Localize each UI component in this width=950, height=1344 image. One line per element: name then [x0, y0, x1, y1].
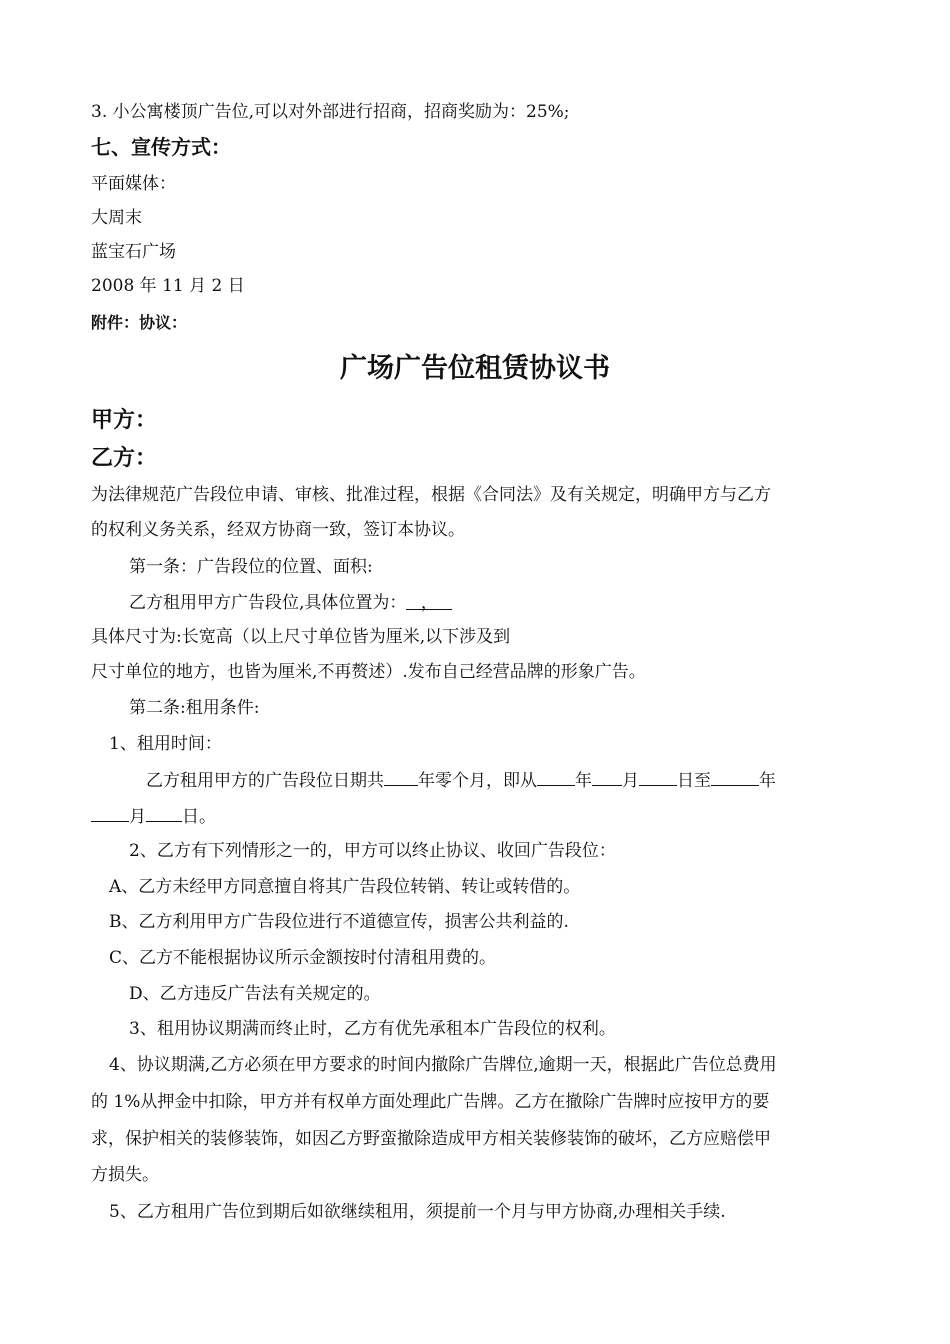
end-day-blank: [146, 804, 182, 822]
condition-d: D、乙方违反广告法有关规定的。: [129, 984, 381, 1004]
start-day-blank: [639, 768, 677, 786]
term-text-1: 乙方租用甲方的广告段位日期共: [146, 771, 384, 791]
start-year-blank: [537, 768, 575, 786]
attachment-label: 附件：协议：: [91, 313, 188, 332]
term-text-8: 日。: [182, 807, 216, 827]
condition-a: A、乙方未经甲方同意擅自将其广告段位转销、转让或转借的。: [109, 877, 581, 897]
agreement-title: 广场广告位租赁协议书: [340, 353, 610, 384]
condition-3: 3、租用协议期满而终止时，乙方有优先承租本广告段位的权利。: [129, 1019, 616, 1039]
condition-4-line-2: 的 1%从押金中扣除，甲方并有权单方面处理此广告牌。乙方在撤除广告牌时应按甲方的要: [91, 1092, 770, 1112]
term-text-5: 日至: [677, 771, 711, 791]
end-month-blank: [91, 804, 129, 822]
start-month-blank: [592, 768, 622, 786]
party-b-label: 乙方：: [91, 446, 158, 471]
section7-heading: 七、宣传方式：: [91, 135, 231, 159]
rental-term-line-1: [146, 768, 776, 792]
article1-size-line-1: 具体尺寸为:长宽高（以上尺寸单位皆为厘米,以下涉及到: [91, 627, 511, 647]
term-text-7: 月: [129, 807, 146, 827]
location-text: 乙方租用甲方广告段位,具体位置为：: [129, 593, 407, 613]
article1-location: [129, 592, 452, 614]
article2-title: 第二条:租用条件:: [129, 698, 260, 718]
term-text-2: 年零个月，即从: [418, 771, 537, 791]
condition-b: B、乙方利用甲方广告段位进行不道德宣传，损害公共利益的.: [109, 912, 569, 932]
article1-title: 第一条：广告段位的位置、面积:: [129, 557, 373, 577]
media-item-2: 蓝宝石广场: [91, 242, 176, 262]
media-item-1: 大周末: [91, 208, 142, 228]
term-blank-years: [384, 768, 418, 786]
condition-2: 2、乙方有下列情形之一的，甲方可以终止协议、收回广告段位：: [129, 841, 616, 861]
term-text-3: 年: [575, 771, 592, 791]
location-blank: ，: [406, 592, 452, 610]
condition-4-line-3: 求，保护相关的装修装饰，如因乙方野蛮撤除造成甲方相关装修装饰的破坏，乙方应赔偿甲: [91, 1129, 771, 1149]
party-a-label: 甲方：: [91, 408, 158, 433]
rental-term-line-2: [91, 804, 216, 828]
condition-4-line-4: 方损失。: [91, 1165, 159, 1185]
preamble-line-1: 为法律规范广告段位申请、审核、批准过程，根据《合同法》及有关规定，明确甲方与乙方: [91, 485, 771, 505]
end-year-blank: [711, 768, 759, 786]
condition-5: 5、乙方租用广告位到期后如欲继续租用，须提前一个月与甲方协商,办理相关手续.: [109, 1202, 726, 1222]
condition-c: C、乙方不能根据协议所示金额按时付清租用费的。: [109, 948, 497, 968]
rental-term-label: 1、租用时间：: [109, 734, 222, 754]
media-label: 平面媒体：: [91, 174, 176, 194]
condition-4-line-1: 4、协议期满,乙方必须在甲方要求的时间内撤除广告牌位,逾期一天，根据此广告位总费用: [109, 1055, 777, 1075]
document-date: 2008 年 11 月 2 日: [91, 276, 245, 296]
section6-item3: 3. 小公寓楼顶广告位,可以对外部进行招商，招商奖励为：25%;: [91, 102, 570, 122]
article1-size-line-2: 尺寸单位的地方，也皆为厘米,不再赘述）.发布自己经营品牌的形象广告。: [91, 662, 646, 682]
term-text-6: 年: [759, 771, 776, 791]
preamble-line-2: 的权利义务关系，经双方协商一致，签订本协议。: [91, 520, 465, 540]
term-text-4: 月: [622, 771, 639, 791]
